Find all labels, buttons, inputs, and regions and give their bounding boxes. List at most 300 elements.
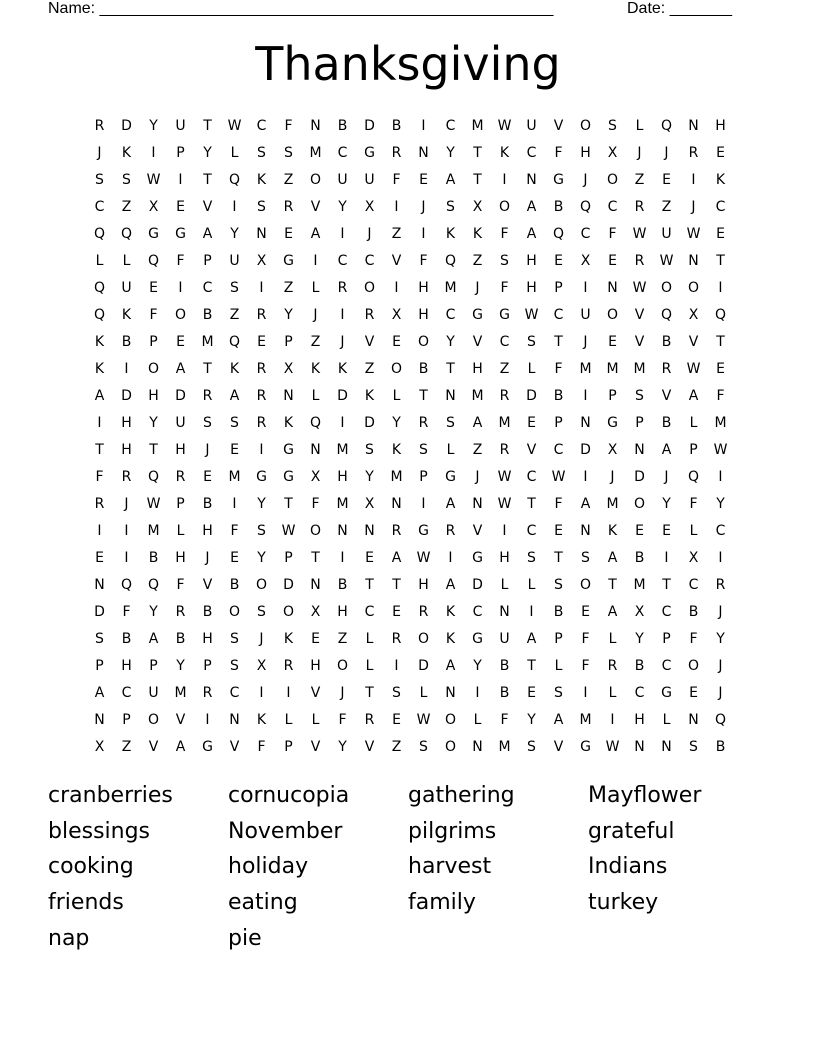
grid-letter: S: [419, 441, 428, 458]
grid-letter: S: [527, 738, 536, 755]
grid-letter: E: [230, 549, 239, 566]
grid-letter: S: [581, 549, 590, 566]
grid-letter: T: [554, 549, 563, 566]
grid-letter: I: [664, 549, 669, 566]
grid-letter: L: [284, 711, 293, 728]
grid-letter: M: [201, 333, 214, 350]
grid-letter: F: [176, 576, 185, 593]
grid-letter: H: [310, 657, 321, 674]
grid-letter: C: [661, 603, 672, 620]
grid-letter: W: [416, 549, 431, 566]
grid-letter: F: [311, 495, 320, 512]
page-title: Thanksgiving: [255, 37, 561, 91]
grid-letter: S: [257, 603, 266, 620]
grid-letter: X: [283, 360, 294, 377]
grid-letter: C: [121, 684, 132, 701]
grid-letter: I: [178, 171, 183, 188]
grid-letter: M: [633, 576, 646, 593]
grid-letter: I: [421, 117, 426, 134]
grid-letter: J: [340, 333, 345, 350]
grid-letter: M: [498, 414, 511, 431]
grid-letter: W: [497, 468, 512, 485]
grid-letter: R: [364, 306, 375, 323]
grid-letter: I: [205, 711, 210, 728]
grid-letter: S: [95, 630, 104, 647]
grid-letter: Q: [687, 468, 700, 485]
grid-letter: L: [473, 711, 482, 728]
grid-letter: Y: [365, 468, 374, 485]
grid-letter: O: [444, 738, 457, 755]
grid-letter: G: [283, 441, 294, 458]
grid-letter: O: [147, 360, 160, 377]
grid-letter: X: [607, 441, 618, 458]
grid-letter: P: [689, 441, 698, 458]
grid-letter: M: [228, 468, 241, 485]
grid-letter: L: [365, 657, 374, 674]
grid-letter: D: [121, 387, 132, 404]
grid-letter: I: [259, 684, 264, 701]
grid-letter: T: [608, 576, 617, 593]
grid-letter: M: [633, 360, 646, 377]
grid-letter: C: [634, 684, 645, 701]
grid-letter: U: [499, 630, 510, 647]
word-list-item: cornucopia: [228, 783, 350, 808]
grid-letter: A: [94, 684, 105, 701]
grid-letter: T: [203, 117, 212, 134]
grid-letter: P: [284, 549, 293, 566]
grid-letter: B: [553, 387, 564, 404]
grid-letter: C: [337, 252, 348, 269]
grid-letter: E: [608, 333, 617, 350]
grid-letter: R: [94, 117, 105, 134]
grid-letter: L: [554, 657, 563, 674]
grid-row: [86, 733, 734, 760]
grid-letter: R: [607, 657, 618, 674]
grid-letter: R: [283, 657, 294, 674]
grid-letter: H: [121, 441, 132, 458]
grid-letter: I: [475, 684, 480, 701]
grid-row: [86, 463, 734, 490]
grid-letter: B: [715, 738, 726, 755]
grid-letter: Y: [446, 333, 455, 350]
grid-letter: W: [686, 225, 701, 242]
grid-letter: S: [203, 414, 212, 431]
grid-letter: N: [688, 252, 699, 269]
grid-letter: X: [148, 198, 159, 215]
grid-letter: R: [364, 711, 375, 728]
grid-letter: K: [607, 522, 618, 539]
grid-letter: C: [526, 468, 537, 485]
grid-letter: V: [310, 684, 321, 701]
grid-letter: O: [687, 657, 700, 674]
grid-letter: R: [121, 468, 132, 485]
grid-letter: H: [472, 360, 483, 377]
grid-letter: J: [124, 495, 129, 512]
grid-letter: Z: [472, 252, 483, 269]
grid-letter: C: [526, 522, 537, 539]
grid-letter: K: [364, 387, 375, 404]
grid-letter: A: [445, 657, 456, 674]
grid-letter: I: [313, 252, 318, 269]
grid-letter: S: [500, 252, 509, 269]
grid-letter: I: [340, 414, 345, 431]
grid-row: [86, 274, 734, 301]
grid-letter: J: [475, 279, 480, 296]
grid-letter: G: [472, 630, 483, 647]
grid-letter: W: [632, 279, 647, 296]
grid-letter: J: [718, 657, 723, 674]
grid-letter: N: [634, 441, 645, 458]
grid-letter: S: [230, 279, 239, 296]
grid-letter: E: [176, 198, 185, 215]
grid-letter: S: [419, 738, 428, 755]
grid-letter: N: [607, 279, 618, 296]
grid-letter: F: [689, 495, 698, 512]
grid-letter: R: [418, 603, 429, 620]
grid-letter: L: [527, 576, 536, 593]
grid-letter: B: [229, 576, 240, 593]
grid-letter: C: [445, 306, 456, 323]
grid-letter: Z: [499, 360, 510, 377]
grid-letter: I: [97, 414, 102, 431]
grid-letter: V: [175, 711, 186, 728]
date-field-label: Date: _______: [627, 0, 732, 17]
grid-letter: U: [526, 117, 537, 134]
grid-row: [86, 706, 734, 733]
grid-letter: N: [526, 171, 537, 188]
grid-letter: O: [579, 117, 592, 134]
grid-letter: G: [202, 738, 213, 755]
grid-letter: U: [337, 171, 348, 188]
grid-letter: J: [718, 684, 723, 701]
grid-letter: V: [661, 387, 672, 404]
grid-letter: H: [418, 576, 429, 593]
grid-letter: G: [283, 252, 294, 269]
grid-letter: K: [715, 171, 726, 188]
grid-letter: X: [472, 198, 483, 215]
grid-letter: W: [497, 495, 512, 512]
word-list-item: nap: [48, 925, 90, 951]
grid-letter: B: [175, 630, 186, 647]
grid-letter: R: [391, 522, 402, 539]
grid-letter: V: [310, 738, 321, 755]
grid-letter: L: [311, 279, 320, 296]
grid-letter: C: [229, 684, 240, 701]
grid-letter: M: [174, 684, 187, 701]
grid-letter: S: [392, 684, 401, 701]
grid-letter: Y: [176, 657, 185, 674]
grid-letter: O: [228, 603, 241, 620]
grid-row: [86, 166, 734, 193]
grid-letter: H: [337, 603, 348, 620]
grid-letter: L: [608, 630, 617, 647]
grid-letter: E: [176, 333, 185, 350]
grid-letter: Y: [149, 414, 158, 431]
grid-letter: B: [661, 333, 672, 350]
grid-letter: P: [176, 495, 185, 512]
grid-letter: E: [392, 603, 401, 620]
grid-letter: P: [122, 711, 131, 728]
grid-letter: R: [634, 252, 645, 269]
word-list-item: cooking: [48, 854, 134, 880]
grid-letter: I: [124, 549, 129, 566]
grid-row: [86, 112, 734, 139]
grid-letter: C: [715, 198, 726, 215]
grid-letter: P: [662, 630, 671, 647]
grid-letter: G: [364, 144, 375, 161]
grid-row: [86, 517, 734, 544]
grid-letter: U: [661, 225, 672, 242]
grid-letter: B: [688, 603, 699, 620]
grid-letter: Y: [149, 603, 158, 620]
grid-letter: H: [337, 468, 348, 485]
grid-letter: E: [365, 549, 374, 566]
grid-letter: E: [149, 279, 158, 296]
grid-letter: D: [526, 387, 537, 404]
grid-row: [86, 571, 734, 598]
grid-letter: G: [553, 171, 564, 188]
grid-letter: I: [340, 306, 345, 323]
grid-letter: A: [391, 549, 402, 566]
grid-letter: R: [499, 441, 510, 458]
grid-letter: O: [390, 360, 403, 377]
grid-letter: N: [391, 495, 402, 512]
word-list-item: harvest: [408, 854, 492, 880]
grid-letter: Y: [230, 225, 239, 242]
grid-row: [86, 598, 734, 625]
grid-letter: P: [419, 468, 428, 485]
grid-letter: R: [445, 522, 456, 539]
grid-letter: W: [146, 495, 161, 512]
grid-letter: O: [660, 279, 673, 296]
grid-letter: F: [149, 306, 158, 323]
grid-letter: L: [176, 522, 185, 539]
grid-row: [86, 436, 734, 463]
grid-letter: C: [607, 198, 618, 215]
grid-letter: O: [255, 576, 268, 593]
grid-letter: I: [502, 522, 507, 539]
grid-letter: Y: [203, 144, 212, 161]
grid-letter: L: [230, 144, 239, 161]
grid-letter: H: [175, 549, 186, 566]
grid-letter: J: [664, 468, 669, 485]
grid-letter: T: [203, 360, 212, 377]
grid-letter: K: [229, 360, 240, 377]
grid-letter: E: [554, 522, 563, 539]
grid-letter: U: [364, 171, 375, 188]
grid-letter: Y: [257, 549, 266, 566]
grid-letter: L: [446, 441, 455, 458]
grid-letter: A: [445, 171, 456, 188]
grid-letter: I: [421, 495, 426, 512]
grid-letter: W: [551, 468, 566, 485]
grid-letter: K: [256, 171, 267, 188]
grid-letter: S: [284, 144, 293, 161]
word-list-item: holiday: [228, 854, 309, 880]
grid-letter: U: [121, 279, 132, 296]
grid-letter: T: [149, 441, 158, 458]
grid-letter: Z: [634, 171, 645, 188]
grid-letter: R: [418, 414, 429, 431]
grid-letter: R: [256, 414, 267, 431]
grid-letter: T: [473, 171, 482, 188]
grid-letter: L: [608, 684, 617, 701]
grid-letter: M: [390, 468, 403, 485]
grid-letter: D: [472, 576, 483, 593]
grid-letter: Q: [660, 117, 673, 134]
grid-letter: O: [579, 576, 592, 593]
grid-letter: F: [95, 468, 104, 485]
grid-letter: T: [527, 657, 536, 674]
grid-letter: I: [718, 468, 723, 485]
grid-letter: Y: [392, 414, 401, 431]
grid-letter: B: [202, 603, 213, 620]
grid-letter: E: [392, 711, 401, 728]
grid-row: [86, 679, 734, 706]
grid-letter: E: [716, 225, 725, 242]
grid-letter: S: [95, 171, 104, 188]
grid-letter: X: [256, 252, 267, 269]
grid-letter: K: [391, 441, 402, 458]
grid-letter: I: [583, 468, 588, 485]
grid-letter: J: [610, 468, 615, 485]
grid-letter: I: [583, 684, 588, 701]
grid-letter: N: [688, 117, 699, 134]
grid-letter: Q: [120, 576, 133, 593]
grid-letter: O: [498, 198, 511, 215]
grid-letter: O: [606, 306, 619, 323]
grid-letter: S: [689, 738, 698, 755]
grid-letter: G: [418, 522, 429, 539]
grid-letter: Q: [660, 306, 673, 323]
grid-letter: N: [310, 117, 321, 134]
grid-letter: W: [632, 225, 647, 242]
grid-letter: Y: [716, 495, 725, 512]
grid-letter: Y: [716, 630, 725, 647]
grid-letter: I: [502, 171, 507, 188]
grid-letter: L: [311, 387, 320, 404]
word-list-item: Mayflower: [588, 783, 702, 808]
grid-letter: A: [688, 387, 699, 404]
grid-letter: Q: [309, 414, 322, 431]
grid-letter: C: [202, 279, 213, 296]
grid-letter: J: [583, 333, 588, 350]
grid-letter: Y: [527, 711, 536, 728]
grid-letter: F: [581, 657, 590, 674]
grid-letter: H: [580, 144, 591, 161]
grid-letter: V: [364, 333, 375, 350]
word-list-item: friends: [48, 890, 124, 916]
grid-letter: V: [472, 522, 483, 539]
grid-letter: N: [445, 684, 456, 701]
grid-letter: Z: [229, 306, 240, 323]
grid-letter: B: [634, 657, 645, 674]
grid-letter: V: [526, 441, 537, 458]
grid-letter: X: [364, 198, 375, 215]
grid-letter: F: [716, 387, 725, 404]
grid-letter: T: [473, 144, 482, 161]
grid-letter: R: [94, 495, 105, 512]
grid-letter: N: [310, 576, 321, 593]
grid-letter: Q: [444, 252, 457, 269]
grid-letter: D: [418, 657, 429, 674]
grid-letter: T: [716, 333, 725, 350]
grid-letter: J: [583, 171, 588, 188]
grid-letter: E: [284, 225, 293, 242]
grid-letter: Q: [552, 225, 565, 242]
grid-letter: W: [524, 306, 539, 323]
grid-letter: F: [122, 603, 131, 620]
grid-letter: D: [634, 468, 645, 485]
grid-letter: R: [661, 360, 672, 377]
grid-letter: K: [283, 414, 294, 431]
grid-letter: S: [608, 117, 617, 134]
word-list-item: blessings: [48, 818, 151, 844]
grid-letter: T: [662, 576, 671, 593]
grid-letter: E: [689, 684, 698, 701]
grid-letter: B: [202, 495, 213, 512]
grid-letter: W: [416, 711, 431, 728]
grid-letter: A: [661, 441, 672, 458]
grid-letter: Y: [635, 630, 644, 647]
grid-letter: L: [122, 252, 131, 269]
grid-letter: R: [202, 684, 213, 701]
grid-letter: D: [364, 117, 375, 134]
grid-letter: Y: [149, 117, 158, 134]
grid-letter: O: [147, 711, 160, 728]
grid-letter: O: [606, 171, 619, 188]
grid-letter: M: [444, 279, 457, 296]
grid-letter: B: [337, 576, 348, 593]
grid-letter: V: [364, 738, 375, 755]
grid-letter: Q: [93, 225, 106, 242]
grid-letter: E: [716, 360, 725, 377]
grid-letter: F: [689, 630, 698, 647]
grid-letter: G: [175, 225, 186, 242]
grid-letter: E: [230, 441, 239, 458]
grid-letter: I: [340, 549, 345, 566]
grid-letter: U: [148, 684, 159, 701]
grid-letter: V: [391, 252, 402, 269]
grid-letter: X: [580, 252, 591, 269]
grid-letter: M: [336, 495, 349, 512]
grid-letter: R: [202, 387, 213, 404]
word-list-item: November: [228, 818, 343, 844]
grid-letter: C: [553, 441, 564, 458]
grid-letter: T: [716, 252, 725, 269]
grid-letter: N: [418, 144, 429, 161]
grid-letter: F: [554, 144, 563, 161]
grid-row: [86, 220, 734, 247]
grid-letter: O: [417, 630, 430, 647]
grid-letter: J: [205, 549, 210, 566]
grid-letter: D: [580, 441, 591, 458]
grid-letter: I: [151, 144, 156, 161]
grid-letter: M: [579, 711, 592, 728]
grid-letter: X: [256, 657, 267, 674]
grid-letter: E: [419, 171, 428, 188]
word-list-item: family: [408, 890, 476, 916]
grid-letter: A: [310, 225, 321, 242]
grid-row: [86, 490, 734, 517]
grid-letter: W: [146, 171, 161, 188]
grid-letter: F: [500, 711, 509, 728]
grid-letter: R: [634, 198, 645, 215]
grid-letter: A: [526, 198, 537, 215]
grid-letter: A: [472, 414, 483, 431]
grid-letter: J: [664, 144, 669, 161]
grid-letter: I: [394, 657, 399, 674]
